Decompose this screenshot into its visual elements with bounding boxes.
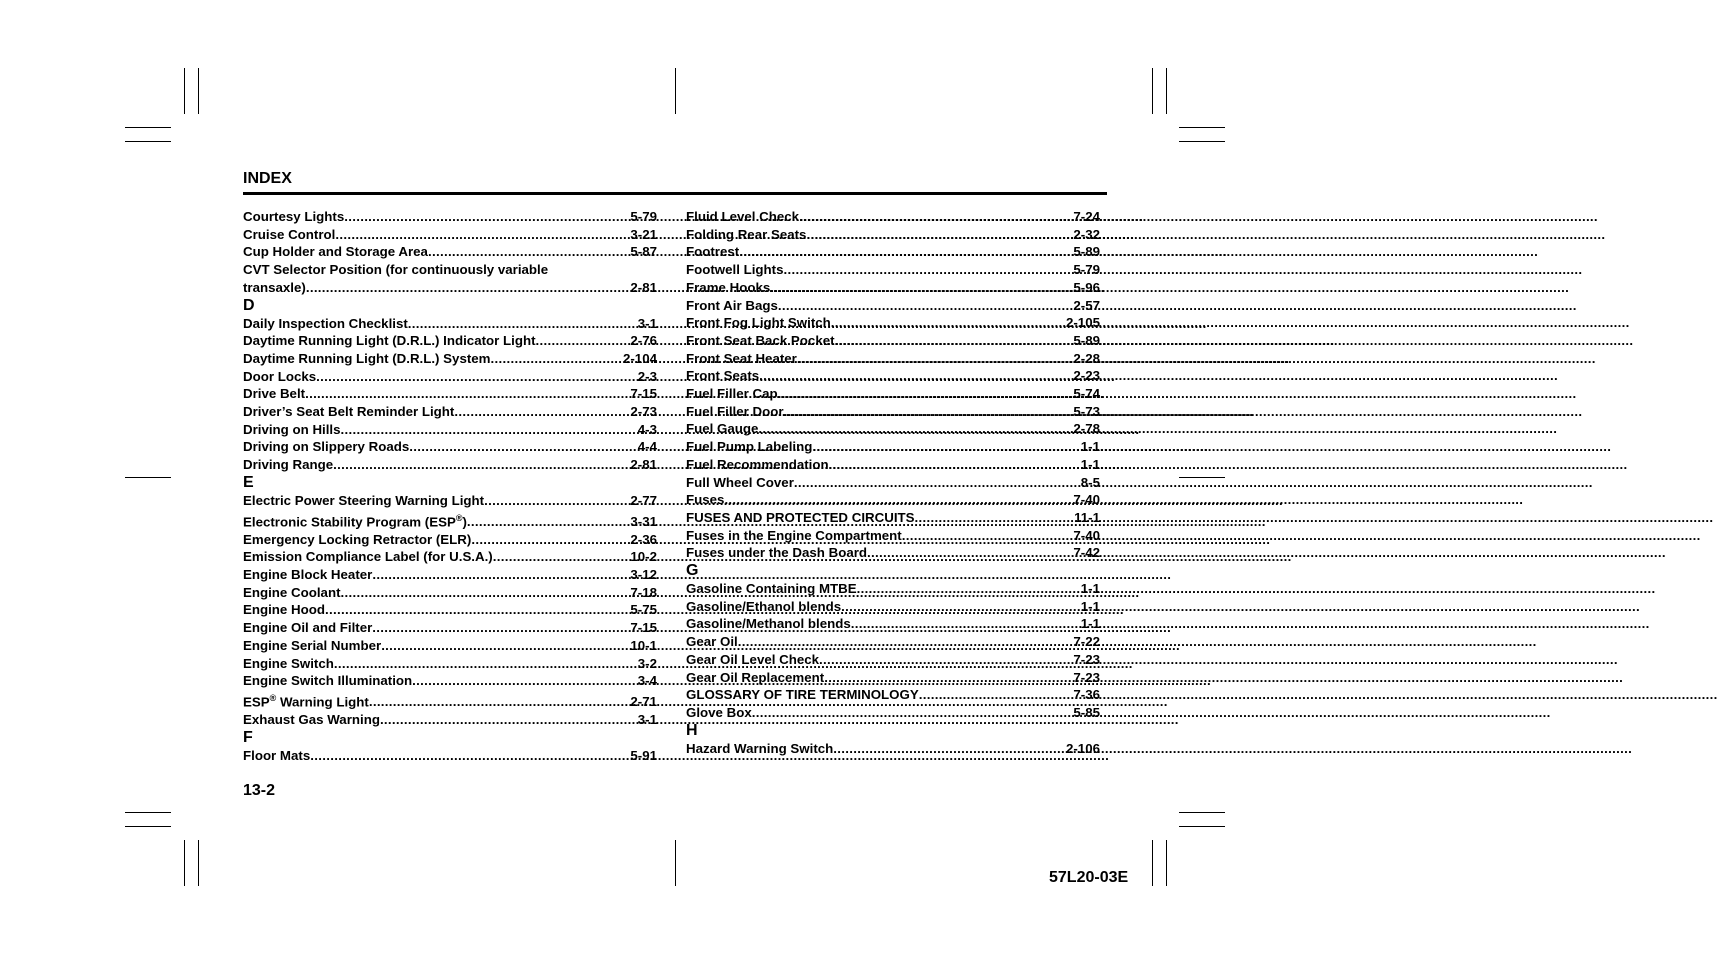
index-entry [243,385,657,403]
index-section-letter: E [243,473,254,491]
index-section-letter: D [243,296,255,314]
index-entry-label: Glove Box [686,704,752,720]
index-entry-label: Emission Compliance Label (for U.S.A.) [243,549,493,565]
index-column-right [686,208,1100,757]
leader-dots [380,711,638,729]
index-entry-page: 7-22 [1073,634,1100,650]
index-entry-label: Front Fog Light Switch [686,315,831,331]
index-entry-label: Gasoline/Ethanol blends [686,598,842,614]
index-entry-page: 5-79 [630,209,657,224]
index-entry [686,350,1100,368]
index-entry-label: Fuel Gauge [686,421,759,437]
index-entry-page: 7-40 [1073,527,1100,543]
leader-dots [334,655,638,673]
index-entry [243,279,657,297]
index-entry-label: Engine Block Heater [243,567,373,583]
index-entry-label: Electronic Stability Program (ESP®) [243,512,467,529]
crop-mark [1179,141,1225,142]
index-entry-page: 2-81 [630,457,657,473]
crop-mark [1152,68,1153,114]
index-entry [243,566,657,584]
index-entry-label: Fuel Filler Door [686,403,784,419]
index-entry [243,315,657,333]
crop-mark [125,477,171,478]
index-entry-page: 10-2 [630,549,657,565]
index-entry [243,531,657,549]
index-entry [686,598,1100,616]
index-entry [686,633,1100,651]
index-entry-page: 7-23 [1073,651,1100,667]
index-entry-label: ESP® Warning Light [243,693,369,710]
index-entry [686,403,1100,421]
index-entry-label: Fuses [686,492,725,508]
index-entry-page: 11-1 [1074,509,1100,525]
index-entry-label: Cup Holder and Storage Area [243,244,428,260]
index-entry [243,243,657,261]
leader-dots [841,598,1081,616]
index-entry [686,509,1100,527]
index-entry-label: Hazard Warning Switch [686,740,834,756]
index-entry [686,297,1100,315]
index-entry [243,711,657,729]
index-entry [686,686,1100,704]
index-entry-label: Front Seat Heater [686,350,797,366]
index-entry-page: 5-75 [630,602,657,618]
index-entry-label: Emergency Locking Retractor (ELR) [243,531,472,547]
index-entry-page: 2-76 [630,333,657,349]
crop-mark [125,812,171,813]
index-entry-label: Front Seat Back Pocket [686,332,835,348]
header-rule [243,192,1107,195]
index-entry-page: 7-40 [1073,492,1100,508]
index-entry [243,690,657,711]
index-entry-label: Fuel Recommendation [686,456,829,472]
index-entry [243,208,657,226]
index-entry-page: 2-73 [630,404,657,420]
index-entry-label: CVT Selector Position (for continuously variable [243,262,549,278]
index-entry-page: 2-23 [1073,368,1100,384]
index-entry-label: Driving on Slippery Roads [243,439,410,455]
index-entry-page: 1-1 [1080,439,1100,455]
index-entry-page: 2-78 [1073,421,1100,437]
index-entry-page: 2-104 [622,350,657,366]
index-entry-page: 5-73 [1073,403,1100,419]
index-entry-label: Daily Inspection Checklist [243,315,408,331]
index-entry [243,601,657,619]
leader-dots [770,279,1073,297]
index-entry [686,704,1100,722]
leader-dots [325,601,630,619]
index-entry [686,226,1100,244]
leader-dots [778,385,1074,403]
leader-dots [372,619,630,637]
index-entry-page: 3-1 [637,712,657,728]
leader-dots [857,580,1081,598]
index-entry-label: Driving on Hills [243,421,341,437]
index-entry-page: 1-1 [1080,598,1100,614]
leader-dots [493,548,631,566]
index-entry-label: Driving Range [243,457,334,473]
index-entry-page: 5-89 [1073,244,1100,260]
index-entry [243,548,657,566]
index-entry-label: Engine Switch [243,655,334,671]
index-entry-page: 5-79 [1073,262,1100,278]
leader-dots [381,637,630,655]
index-entry-label: Frame Hooks [686,279,771,295]
index-entry-page: 2-57 [1073,297,1100,313]
leader-dots [784,261,1074,279]
crop-mark [125,127,171,128]
index-entry-page: 2-28 [1073,350,1100,366]
index-entry [243,332,657,350]
index-entry-page: 7-15 [630,386,657,402]
index-entry-page: 2-77 [630,492,657,508]
index-entry [686,527,1100,545]
leader-dots [316,368,638,386]
crop-mark [184,68,185,114]
index-entry-label: Engine Oil and Filter [243,620,373,636]
index-entry-label: Fuel Filler Cap [686,386,778,402]
leader-dots [758,420,1073,438]
leader-dots [310,747,630,765]
index-entry [686,651,1100,669]
leader-dots [409,438,638,456]
index-section-letter: H [686,721,698,739]
index-entry [686,580,1100,598]
leader-dots [778,297,1074,315]
index-entry-page: 4-4 [637,439,657,455]
index-entry-label: transaxle) [243,279,306,295]
index-entry [243,438,657,456]
index-entry-page: 5-96 [1073,279,1100,295]
index-entry-label: Full Wheel Cover [686,474,794,490]
leader-dots [919,686,1074,704]
index-entry [686,544,1100,562]
index-entry [243,510,657,531]
index-entry [243,403,657,421]
index-entry [686,456,1100,474]
leader-dots [428,243,630,261]
leader-dots [797,350,1074,368]
index-entry-label: Gear Oil Level Check [686,651,820,667]
index-entry-label: GLOSSARY OF TIRE TERMINOLOGY [686,687,919,703]
leader-dots [831,314,1066,332]
index-entry [243,747,657,765]
index-entry-label: Front Air Bags [686,297,778,313]
leader-dots [759,367,1073,385]
index-entry-label: Engine Coolant [243,584,341,600]
index-entry-label: Fuel Pump Labeling [686,439,813,455]
crop-mark [184,840,185,886]
index-entry [686,261,1100,279]
index-entry-label: Exhaust Gas Warning [243,712,380,728]
crop-mark [1179,127,1225,128]
index-entry-page: 5-85 [1073,704,1100,720]
index-entry [243,350,657,368]
index-entry-page: 10-1 [630,637,657,653]
index-entry [243,655,657,673]
index-entry-page: 8-5 [1080,474,1100,490]
leader-dots [752,704,1074,722]
index-entry-label: Fluid Level Check [686,209,800,224]
index-entry-label: Courtesy Lights [243,209,345,224]
index-entry-label: Engine Serial Number [243,637,382,653]
leader-dots [724,491,1073,509]
index-entry-label: Daytime Running Light (D.R.L.) Indicator Light [243,333,536,349]
index-entry [243,584,657,602]
index-entry-label: FUSES AND PROTECTED CIRCUITS [686,509,915,525]
index-entry-page: 7-18 [630,584,657,600]
index-entry-page: 7-24 [1073,209,1100,224]
leader-dots [341,584,631,602]
crop-mark [675,68,676,114]
index-entry-page: 3-12 [630,567,657,583]
index-entry-page: 7-15 [630,620,657,636]
index-entry [243,421,657,439]
leader-dots [824,669,1073,687]
index-entry [686,243,1100,261]
index-entry [243,637,657,655]
leader-dots [484,492,630,510]
index-entry-page: 1-1 [1080,456,1100,472]
index-entry-label: Door Locks [243,368,317,384]
index-entry [243,492,657,510]
index-entry [243,672,657,690]
index-entry-page: 7-36 [1073,687,1100,703]
leader-dots [833,740,1066,758]
index-entry [686,669,1100,687]
leader-dots [784,403,1074,421]
crop-mark [1166,840,1167,886]
leader-dots [333,456,630,474]
index-entry-label: Gasoline Containing MTBE [686,581,857,597]
leader-dots [794,474,1081,492]
index-entry-label: Floor Mats [243,747,311,763]
index-section-letter: G [686,562,699,580]
index-entry-label: Gasoline/Methanol blends [686,616,851,632]
index-entry-label: Engine Hood [243,602,325,618]
leader-dots [467,513,630,531]
leader-dots [738,633,1074,651]
index-entry-page: 5-74 [1073,386,1100,402]
leader-dots [335,226,630,244]
leader-dots [306,279,631,297]
index-entry-label: Drive Belt [243,386,306,402]
index-entry [686,615,1100,633]
index-entry-page: 3-31 [630,513,657,529]
index-entry-page: 5-87 [630,244,657,260]
crop-mark [1152,840,1153,886]
index-entry [686,740,1100,758]
page-title: INDEX [243,170,292,187]
leader-dots [799,208,1073,226]
index-entry-page: 2-106 [1065,740,1100,756]
index-entry [686,314,1100,332]
leader-dots [408,315,638,333]
leader-dots [812,438,1080,456]
index-entry-page: 3-1 [637,315,657,331]
leader-dots [341,421,638,439]
leader-dots [344,208,630,226]
leader-dots [819,651,1073,669]
index-entry [686,438,1100,456]
index-entry [243,456,657,474]
crop-mark [1166,68,1167,114]
index-entry-page: 5-89 [1073,332,1100,348]
index-entry-page: 2-3 [637,368,657,384]
index-entry-label: Footrest [686,244,740,260]
leader-dots [806,226,1073,244]
index-entry [686,367,1100,385]
document-code: 57L20-03E [1049,869,1129,886]
leader-dots [915,509,1075,527]
leader-dots [739,243,1073,261]
leader-dots [835,332,1074,350]
index-entry [243,226,657,244]
index-entry-label: Folding Rear Seats [686,226,807,242]
index-entry-label: Cruise Control [243,226,336,242]
leader-dots [867,544,1073,562]
index-entry-label: Fuses in the Engine Compartment [686,527,902,543]
crop-mark [125,141,171,142]
leader-dots [536,332,631,350]
leader-dots [851,615,1081,633]
index-entry-page: 2-81 [630,279,657,295]
page-number: 13-2 [243,782,276,799]
index-entry [686,208,1100,226]
index-entry-label: Driver’s Seat Belt Reminder Light [243,404,455,420]
index-entry-page: 4-3 [637,421,657,437]
index-entry-label: Electric Power Steering Warning Light [243,492,485,508]
index-entry-page: 3-2 [637,655,657,671]
index-entry [243,619,657,637]
crop-mark [1179,826,1225,827]
crop-mark [198,68,199,114]
leader-dots [305,385,630,403]
index-entry-page: 5-91 [630,747,657,763]
index-entry-page: 7-42 [1073,545,1100,561]
index-entry-label: Daytime Running Light (D.R.L.) System [243,350,491,366]
crop-mark [1179,812,1225,813]
index-entry [686,420,1100,438]
index-entry-label: Gear Oil [686,634,738,650]
index-entry [686,491,1100,509]
index-entry-label: Engine Switch Illumination [243,673,413,689]
leader-dots [369,693,631,711]
index-entry-page: 1-1 [1080,616,1100,632]
index-entry-page: 2-105 [1065,315,1100,331]
crop-mark [198,840,199,886]
index-entry [243,368,657,386]
leader-dots [372,566,630,584]
leader-dots [454,403,630,421]
leader-dots [490,350,623,368]
index-section-letter: F [243,728,253,746]
crop-mark [125,826,171,827]
index-entry-page: 3-4 [637,673,657,689]
crop-mark [675,840,676,886]
leader-dots [829,456,1081,474]
leader-dots [412,672,638,690]
index-entry-page: 2-71 [630,694,657,710]
index-entry-page: 3-21 [630,226,657,242]
index-entry [686,332,1100,350]
index-entry-page: 1-1 [1080,581,1100,597]
index-entry [686,385,1100,403]
index-column-left [243,208,657,765]
index-entry [686,279,1100,297]
index-entry-label: Footwell Lights [686,262,784,278]
leader-dots [471,531,630,549]
index-entry-label: Fuses under the Dash Board [686,545,868,561]
index-entry-page: 2-32 [1073,226,1100,242]
index-entry-page: 2-36 [630,531,657,547]
index-entry-label: Gear Oil Replacement [686,669,825,685]
index-entry-label: Front Seats [686,368,760,384]
leader-dots [902,527,1074,545]
index-entry-page: 7-23 [1073,669,1100,685]
index-entry [686,474,1100,492]
